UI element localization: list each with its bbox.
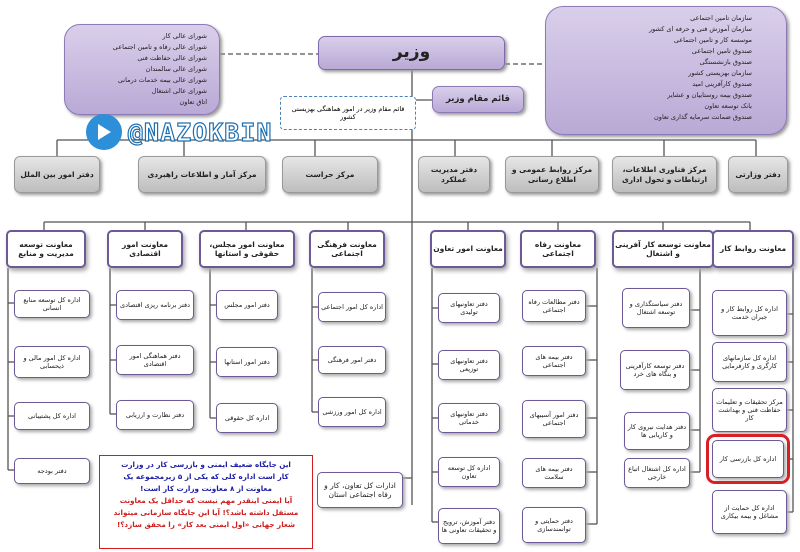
unit-label: دفتر امور استانها — [224, 357, 270, 366]
unit-label: دفتر تعاونیهای تولیدی — [450, 299, 488, 316]
council-item: شورای عالی بیمه خدمات درمانی — [117, 76, 207, 84]
unit-label: دفتر برنامه ریزی اقتصادی — [120, 300, 190, 309]
staff-office-label: دفتر امور بین الملل — [20, 169, 94, 179]
unit-box — [14, 290, 90, 318]
organizations-box — [545, 6, 787, 135]
staff-office-label: مرکز آمار و اطلاعات راهبردی — [147, 169, 257, 179]
deputy-staff-box — [280, 96, 416, 130]
vice-ministry-label: معاونت توسعه کار آفرینی و اشتغال — [615, 239, 711, 258]
unit-box — [14, 346, 90, 378]
unit-box — [438, 403, 500, 433]
unit-label: دفتر امور آسیبهای اجتماعی — [529, 410, 579, 427]
unit-box — [216, 403, 278, 433]
unit-box — [620, 350, 690, 390]
unit-label: اداره کل بازرسی کار — [719, 454, 777, 463]
unit-box — [318, 397, 386, 427]
note-line: آیا ایمنی اینقدر مهم نیست که حداقل یک معاونت — [119, 496, 293, 505]
unit-label: اداره کل توسعه منابع انسانی — [23, 295, 81, 312]
council-item: شورای عالی حفاظت فنی — [137, 54, 207, 62]
org-item: صندوق بازنشستگی — [699, 58, 752, 66]
unit-label: دفتر سیاستگذاری و توسعه اشتغال — [629, 299, 683, 316]
org-item: سازمان آموزش فنی و حرفه ای کشور — [648, 25, 752, 33]
vice-ministry-employment — [612, 230, 714, 268]
unit-label: دفتر بیمه های سلامت — [535, 464, 573, 481]
unit-box — [116, 400, 194, 430]
unit-box — [522, 400, 586, 438]
watermark — [86, 114, 272, 150]
unit-box — [216, 290, 278, 320]
unit-label: دفتر حمایتی و توانمندسازی — [535, 516, 573, 533]
unit-box — [712, 342, 787, 382]
unit-label: دفتر امور فرهنگی — [327, 355, 377, 364]
unit-label: دفتر آموزش، ترویج و تحقیقات تعاونی ها — [441, 517, 497, 534]
vice-ministry-economic — [107, 230, 183, 268]
unit-box — [14, 402, 90, 430]
staff-office-label: مرکز روابط عمومی و اطلاع رسانی — [511, 165, 593, 184]
org-item: سازمان بهزیستی کشور — [688, 69, 752, 77]
unit-label: دفتر تعاونیهای خدماتی — [450, 409, 488, 426]
unit-box — [438, 457, 500, 487]
staff-office — [728, 156, 788, 193]
minister-box — [318, 36, 505, 70]
vice-ministry-label: معاونت توسعه مدیریت و منابع — [18, 239, 74, 258]
minister-label: وزیر — [392, 42, 431, 63]
vice-ministry-label: معاونت امور تعاون — [433, 244, 503, 254]
play-icon — [86, 114, 122, 150]
council-item: شورای عالی اشتغال — [151, 87, 207, 95]
unit-label: اداره کل سازمانهای کارگری و کارفرمایی — [722, 353, 777, 370]
deputy-staff-label: قائم مقام وزیر در امور هماهنگی بهزیستی کشور — [291, 104, 405, 121]
unit-box — [712, 490, 787, 534]
staff-office-label: مرکز فناوری اطلاعات، ارتباطات و تحول اداری — [621, 165, 708, 184]
provincial-offices-box — [317, 472, 403, 508]
staff-office — [612, 156, 717, 193]
vice-ministry-labor-relations — [712, 230, 794, 268]
vice-ministry-label: معاونت رفاه اجتماعی — [534, 239, 582, 258]
deputy-minister-box — [432, 86, 524, 113]
unit-box — [712, 388, 787, 432]
unit-label: اداره کل حقوقی — [224, 413, 270, 422]
watermark-text: @NAZOKBIN — [128, 117, 273, 147]
vice-ministry-cooperative — [430, 230, 506, 268]
vice-ministry-cultural — [309, 230, 385, 268]
unit-label: دفتر نظارت و ارزیابی — [125, 410, 185, 419]
staff-office — [418, 156, 490, 193]
unit-label: دفتر بیمه های اجتماعی — [535, 352, 573, 369]
note-line: این جایگاه ضعیف ایمنی و بازرسی کار در وزارت — [121, 460, 291, 469]
unit-label: اداره کل توسعه تعاون — [447, 463, 491, 480]
unit-box — [522, 346, 586, 376]
staff-office — [138, 156, 266, 193]
vice-ministry-parliament — [199, 230, 295, 268]
unit-box — [522, 458, 586, 488]
unit-box — [624, 412, 690, 450]
council-item: اتاق تعاون — [179, 98, 207, 106]
staff-office-label: دفتر وزارتی — [735, 169, 781, 179]
council-item: شورای عالی کار — [162, 32, 207, 40]
staff-office — [14, 156, 100, 193]
unit-box — [712, 290, 787, 336]
deputy-minister-label: قائم مقام وزیر — [446, 94, 510, 105]
unit-label: اداره کل روابط کار و جبران خدمت — [721, 304, 778, 321]
staff-office-label: مرکز حراست — [305, 169, 355, 179]
unit-label: دفتر توسعه کارآفرینی و بنگاه های خرد — [625, 361, 685, 378]
org-item: صندوق بیمه روستاییان و عشایر — [667, 91, 752, 99]
unit-box — [438, 508, 500, 544]
unit-label: مرکز تحقیقات و تعلیمات حفاظت فنی و بهداشت کار — [716, 397, 783, 423]
unit-box — [318, 346, 386, 374]
unit-label: دفتر هماهنگی امور اقتصادی — [129, 351, 181, 368]
vice-ministry-label: معاونت فرهنگی اجتماعی — [317, 239, 377, 258]
unit-label: اداره کل امور اجتماعی — [321, 302, 383, 311]
vice-ministry-management — [6, 230, 86, 268]
unit-label: دفتر بودجه — [37, 466, 67, 475]
unit-box — [216, 347, 278, 377]
commentary-note — [99, 455, 313, 549]
unit-label: اداره کل پشتیبانی — [28, 411, 76, 420]
provincial-offices-label: ادارات کل تعاون، کار و رفاه اجتماعی استان — [324, 480, 396, 499]
unit-box — [14, 458, 90, 484]
unit-label: اداره کل امور ورزشی — [322, 407, 382, 416]
unit-box — [438, 293, 500, 323]
council-item: شورای عالی رفاه و تامین اجتماعی — [112, 43, 207, 51]
org-item: صندوق تامین اجتماعی — [691, 47, 752, 55]
unit-box — [116, 345, 194, 375]
councils-box — [64, 24, 220, 115]
vice-ministry-label: معاونت امور اقتصادی — [122, 239, 168, 258]
org-item: صندوق کارآفرینی امید — [692, 80, 752, 88]
unit-box — [116, 290, 194, 320]
staff-office — [282, 156, 378, 193]
note-line: شعار جهانی «اول ایمنی بعد کار» را محقق سازد؟! — [116, 520, 296, 529]
note-line: مستقل داشته باشد؟! آیا این جایگاه سازمانی میتواند — [113, 508, 299, 517]
unit-box — [624, 458, 690, 488]
vice-ministry-label: معاونت روابط کار — [719, 244, 787, 254]
org-item: سازمان تامین اجتماعی — [690, 14, 752, 22]
unit-label: دفتر مطالعات رفاه اجتماعی — [528, 297, 580, 314]
org-item: موسسه کار و تامین اجتماعی — [673, 36, 752, 44]
unit-box — [622, 288, 690, 328]
unit-box — [438, 350, 500, 380]
org-item: صندوق ضمانت سرمایه گذاری تعاون — [654, 113, 752, 121]
unit-box — [318, 292, 386, 322]
unit-box — [522, 507, 586, 543]
unit-label: دفتر هدایت نیروی کار و کاریابی ها — [627, 422, 687, 439]
unit-label: اداره کل حمایت از مشاغل و بیمه بیکاری — [720, 503, 779, 520]
vice-ministry-welfare — [520, 230, 596, 268]
unit-label: اداره کل امور مالی و ذیحسابی — [23, 353, 81, 370]
unit-label: اداره کل اشتغال اتباع خارجی — [628, 464, 686, 481]
vice-ministry-label: معاونت امور مجلس، حقوقی و استانها — [209, 239, 285, 258]
council-item: شورای عالی سالمندان — [145, 65, 207, 73]
unit-box — [522, 290, 586, 322]
note-line: معاونت از ۸ معاونت وزارت کار است! — [140, 484, 272, 493]
unit-label: دفتر امور مجلس — [224, 300, 270, 309]
org-item: بانک توسعه تعاون — [704, 102, 752, 110]
staff-office-label: دفتر مدیریت عملکرد — [430, 165, 478, 184]
staff-office — [505, 156, 599, 193]
note-line: کار است اداره کلی که یکی از ۵ زیرمجموعه یک — [123, 472, 289, 481]
unit-label: دفتر تعاونیهای توزیعی — [450, 356, 488, 373]
highlight-frame — [706, 434, 790, 484]
